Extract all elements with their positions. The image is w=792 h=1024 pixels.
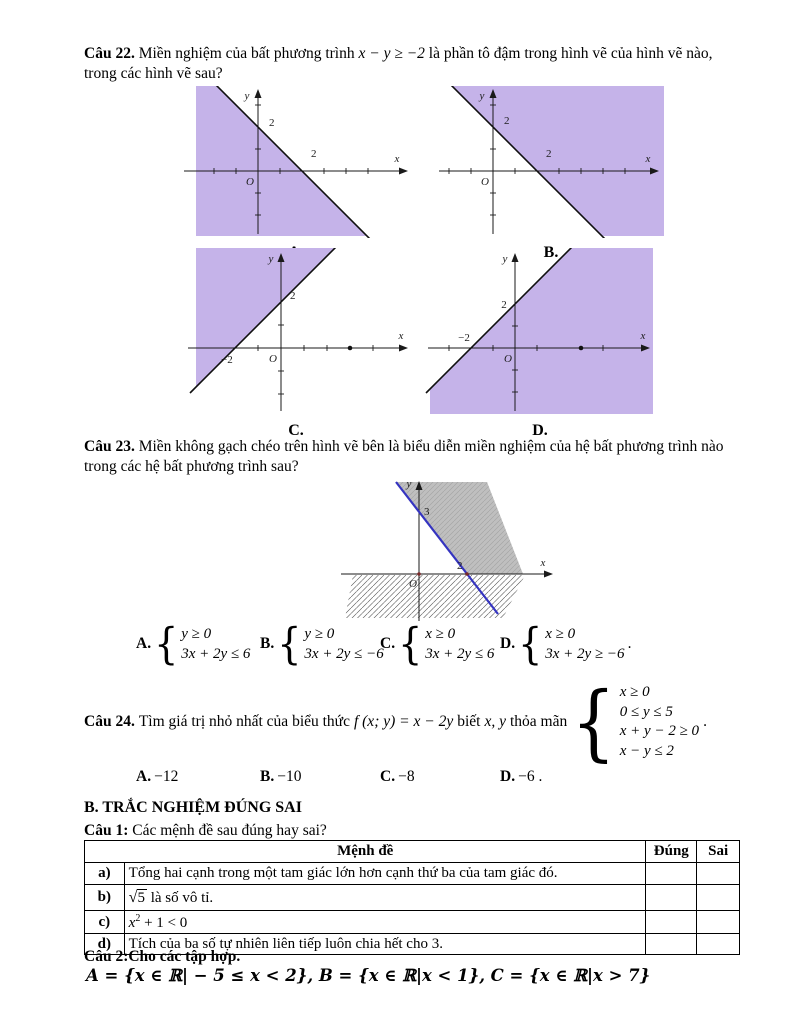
q24-variables: x, y xyxy=(484,713,506,730)
q23-text-line1: Miền không gạch chéo trên hình vẽ bên là biểu diễn miền nghiệm của hệ bất phương trình nào xyxy=(138,438,724,455)
q24-text-before: Tìm giá trị nhỏ nhất của biểu thức xyxy=(138,713,350,730)
y-axis-label: y xyxy=(502,253,508,265)
option-value: −6 . xyxy=(518,768,543,785)
x-axis-label: x xyxy=(540,557,546,569)
x-axis-label: x xyxy=(640,330,646,342)
statement-text: là số vô tỉ. xyxy=(146,889,214,906)
option-label: D. xyxy=(500,635,516,652)
row-key: b) xyxy=(85,885,125,911)
header-dung: Đúng xyxy=(646,841,697,863)
answer-cell-sai xyxy=(697,911,740,934)
y-tick-label: 2 xyxy=(290,290,296,302)
q24-suffix: . xyxy=(703,713,707,730)
radical-sign: √ xyxy=(128,888,138,906)
row-key: a) xyxy=(85,863,125,885)
row-key: c) xyxy=(85,911,125,934)
option-value: −12 xyxy=(154,768,179,785)
y-tick-label: 3 xyxy=(424,506,430,518)
q23-option-d xyxy=(500,619,632,669)
q24-option-b xyxy=(260,768,301,786)
answer-cell-dung xyxy=(646,934,697,955)
q22-inequality: x − y ≥ −2 xyxy=(358,45,425,62)
axis-point xyxy=(579,346,584,351)
answer-cell-sai xyxy=(697,934,740,955)
x-tick-label: −2 xyxy=(458,332,470,344)
figure-d xyxy=(420,248,660,440)
x-axis-arrow xyxy=(544,571,553,578)
q24-option-c xyxy=(380,768,415,786)
figure-c-plot xyxy=(176,248,416,416)
origin-label: O xyxy=(504,353,512,365)
system-line: y ≥ 0 xyxy=(304,626,335,642)
brace: { xyxy=(571,673,616,771)
y-axis-label: y xyxy=(244,90,250,102)
x-axis-label: x xyxy=(645,153,651,165)
figure-a-plot xyxy=(176,86,416,238)
origin-label: O xyxy=(481,176,489,188)
q1-table xyxy=(84,840,740,955)
option-label: C. xyxy=(380,768,396,785)
table-row xyxy=(85,885,740,911)
q2-sets: A = {x ∈ ℝ| − 5 ≤ x < 2}, B = {x ∈ ℝ|x < 1}, C = {x ∈ ℝ|x > 7} xyxy=(86,966,651,985)
origin-label: O xyxy=(409,578,417,590)
figure-d-plot xyxy=(420,248,660,416)
brace: { xyxy=(398,619,423,669)
lower-hatched-region xyxy=(345,575,525,618)
q22-text-before: Miền nghiệm của bất phương trình xyxy=(138,45,355,62)
y-tick-label: 2 xyxy=(269,117,275,129)
q24-function: f (x; y) = x − 2y xyxy=(353,713,454,730)
q23-option-b xyxy=(260,619,387,669)
figure-b xyxy=(431,86,671,262)
q22-text-after: là phần tô đậm trong hình vẽ của hình vẽ nào, xyxy=(428,45,713,62)
brace: { xyxy=(154,619,179,669)
option-value: −8 xyxy=(398,768,415,785)
option-label: B. xyxy=(260,768,275,785)
y-axis-arrow xyxy=(255,89,262,98)
system-line: x ≥ 0 xyxy=(545,626,576,642)
q23-option-a xyxy=(136,619,253,669)
statement-text: + 1 < 0 xyxy=(140,914,188,931)
answer-cell-dung xyxy=(646,863,697,885)
figure-a xyxy=(176,86,416,262)
origin-point xyxy=(417,572,421,576)
option-label: A. xyxy=(136,635,152,652)
system-line: 3x + 2y ≥ −6 xyxy=(545,646,625,662)
figure-d-caption: D. xyxy=(532,422,548,439)
origin-label: O xyxy=(246,176,254,188)
option-label: B. xyxy=(260,635,275,652)
system-line: 3x + 2y ≤ −6 xyxy=(304,646,384,662)
answer-cell-sai xyxy=(697,885,740,911)
q24-text-mid: biết xyxy=(457,713,481,730)
row-statement xyxy=(124,885,646,911)
q22-text-line2: trong các hình vẽ sau? xyxy=(84,65,223,83)
q23-option-c xyxy=(380,619,497,669)
row-key: d) xyxy=(85,934,125,955)
x-axis-label: x xyxy=(394,153,400,165)
option-label: A. xyxy=(136,768,152,785)
option-label: C. xyxy=(380,635,396,652)
axis-point xyxy=(348,346,353,351)
figure-c-caption: C. xyxy=(288,422,304,439)
y-axis-label: y xyxy=(406,478,412,490)
q24-text-after: thỏa mãn xyxy=(509,713,568,730)
system-line: x ≥ 0 xyxy=(619,684,650,700)
x-tick-label: 2 xyxy=(311,148,317,160)
q24-option-d xyxy=(500,768,542,786)
radicand: 5 xyxy=(137,889,145,906)
q2-text xyxy=(84,948,240,966)
table-header-row xyxy=(85,841,740,863)
figure-q23-plot xyxy=(329,476,559,626)
x-tick-label: 2 xyxy=(457,560,463,572)
q1-text xyxy=(84,821,746,841)
brace: { xyxy=(518,619,543,669)
answer-cell-dung xyxy=(646,885,697,911)
y-axis-label: y xyxy=(268,253,274,265)
x-tick-label: 2 xyxy=(546,148,552,160)
y-axis-arrow xyxy=(512,253,519,262)
variable: x xyxy=(128,914,136,931)
q22-label: Câu 22. xyxy=(84,45,135,62)
q24-system xyxy=(620,683,699,761)
figure-q23 xyxy=(329,476,559,631)
figure-c xyxy=(176,248,416,440)
row-statement xyxy=(124,911,646,934)
q24-label: Câu 24. xyxy=(84,713,135,730)
x-tick-label: −2 xyxy=(221,354,233,366)
q23-text-line2: trong các hệ bất phương trình sau? xyxy=(84,458,299,476)
q24-option-a xyxy=(136,768,178,786)
x-axis-label: x xyxy=(398,330,404,342)
brace: { xyxy=(277,619,302,669)
x-axis-arrow xyxy=(399,168,408,175)
q22-text xyxy=(84,44,746,84)
shaded-region xyxy=(430,248,653,414)
origin-label: O xyxy=(269,353,277,365)
q24-text xyxy=(84,673,756,771)
answer-cell-dung xyxy=(646,911,697,934)
x-axis-arrow xyxy=(399,345,408,352)
figure-b-caption: B. xyxy=(543,244,559,261)
q2-label: Câu 2: xyxy=(84,948,129,965)
y-axis-label: y xyxy=(479,90,485,102)
q1-question: Các mệnh đề sau đúng hay sai? xyxy=(132,822,327,839)
system-line: 3x + 2y ≤ 6 xyxy=(425,646,495,662)
q24-options xyxy=(84,768,774,790)
shaded-region xyxy=(196,86,367,236)
q2-intro: Cho các tập hợp. xyxy=(128,948,241,965)
section-b-title: B. TRẮC NGHIỆM ĐÚNG SAI xyxy=(84,799,302,816)
q23-label: Câu 23. xyxy=(84,438,135,455)
table-row xyxy=(85,911,740,934)
q23-options xyxy=(84,619,774,682)
row-statement: Tổng hai cạnh trong một tam giác lớn hơn cạnh thứ ba của tam giác đó. xyxy=(124,863,646,885)
option-suffix: . xyxy=(627,635,632,652)
q1-label: Câu 1: xyxy=(84,822,129,839)
option-value: −10 xyxy=(277,768,302,785)
system-line: 0 ≤ y ≤ 5 xyxy=(619,703,673,720)
intercept-point xyxy=(465,572,469,576)
system-line: x − y ≤ 2 xyxy=(619,742,674,759)
exponent: 2 xyxy=(135,912,141,924)
y-tick-label: 2 xyxy=(501,299,507,311)
table-row xyxy=(85,863,740,885)
system-line: x ≥ 0 xyxy=(425,626,456,642)
system-line: x + y − 2 ≥ 0 xyxy=(619,723,700,739)
header-sai: Sai xyxy=(697,841,740,863)
option-label: D. xyxy=(500,768,516,785)
system-line: y ≥ 0 xyxy=(181,626,212,642)
row-statement: Tích của ba số tự nhiên liên tiếp luôn chia hết cho 3. xyxy=(124,934,646,955)
shaded-region xyxy=(452,86,664,236)
y-tick-label: 2 xyxy=(504,115,510,127)
system-line: 3x + 2y ≤ 6 xyxy=(181,646,251,662)
header-menh-de: Mệnh đề xyxy=(85,841,646,863)
figure-b-plot xyxy=(431,86,671,238)
answer-cell-sai xyxy=(697,863,740,885)
q23-text xyxy=(84,437,746,477)
